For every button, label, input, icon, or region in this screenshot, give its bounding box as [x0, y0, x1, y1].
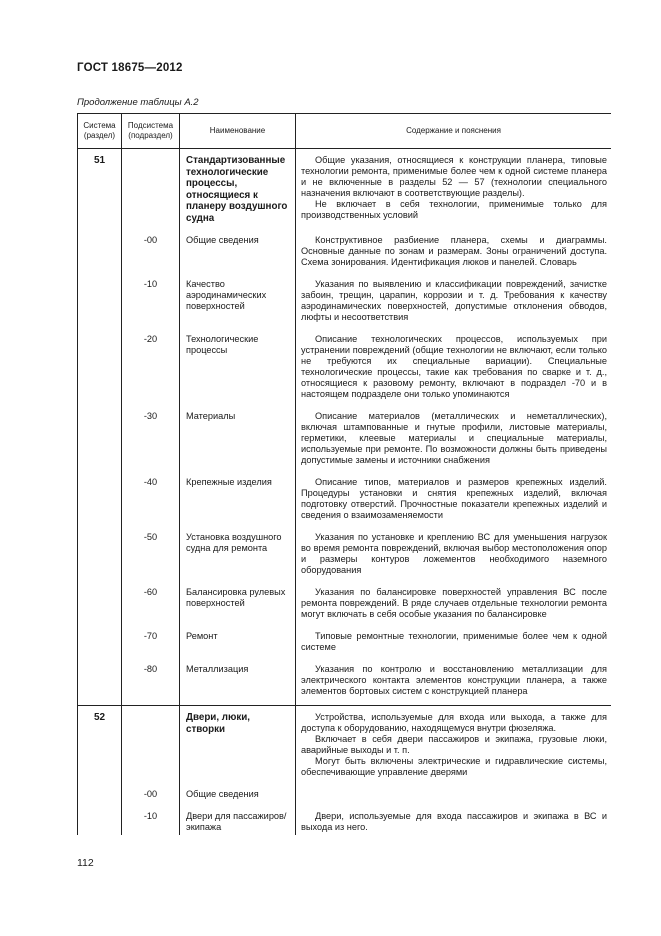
- content-paragraph: Включает в себя двери пассажиров и экипажа, грузовые люки, аварийные выходы и т. п.: [301, 734, 607, 755]
- name-cell: Двери для пассажиров/экипажа: [180, 808, 296, 835]
- table-row: [78, 786, 612, 808]
- content-cell: [296, 232, 612, 276]
- table-row: [78, 408, 612, 474]
- name-cell: Установка воздушного судна для ремонта: [180, 529, 296, 584]
- system-cell: [78, 474, 122, 529]
- subsystem-cell: -10: [122, 808, 180, 835]
- content-paragraph: Описание технологических процессов, используемых при устранении повреждений (общие технологии не включают, если только не требуются их специальные вариации). Специальные технологические процессы, такие как требования по сварке и т. д., относящиеся к разовому ремонту, включают в подраздел -70 и в настоящем подразделе они только упоминаются: [301, 334, 607, 399]
- name-cell: Общие сведения: [180, 786, 296, 808]
- table-row: [78, 706, 612, 787]
- subsystem-cell: -20: [122, 331, 180, 408]
- subsystem-cell: -70: [122, 628, 180, 661]
- table-row: [78, 584, 612, 628]
- table-row: [78, 628, 612, 661]
- system-cell: [78, 331, 122, 408]
- content-paragraph: Указания по установке и креплению ВС для уменьшения нагрузок во время ремонта повреждений, включая выбор местоположения опор и размеры контуров ложементов необходимого наземного оборудования: [301, 532, 607, 575]
- content-cell: [296, 149, 612, 233]
- content-paragraph: Описание типов, материалов и размеров крепежных изделий. Процедуры установки и снятия крепежных изделий, включая подготовку отверстий. Прочностные показатели крепежных изделий и сведения о взаимозаменяемости: [301, 477, 607, 520]
- content-cell: [296, 808, 612, 835]
- system-cell: [78, 661, 122, 706]
- content-paragraph: Указания по контролю и восстановлению металлизации для электрического контакта элементов конструкции планера, а также элементов бортовых систем с конструкцией планера: [301, 664, 607, 696]
- subsystem-cell: [122, 149, 180, 233]
- name-cell: Двери, люки, створки: [180, 706, 296, 787]
- name-cell: Металлизация: [180, 661, 296, 706]
- table-row: [78, 529, 612, 584]
- content-paragraph: Устройства, используемые для входа или выхода, а также для доступа к оборудованию, находящемуся внутри фюзеляжа.: [301, 712, 607, 733]
- name-cell: Балансировка рулевых поверхностей: [180, 584, 296, 628]
- subsystem-cell: -40: [122, 474, 180, 529]
- content-cell: [296, 786, 612, 808]
- system-cell: [78, 529, 122, 584]
- content-cell: [296, 474, 612, 529]
- system-cell: 51: [78, 149, 122, 233]
- table-row: [78, 331, 612, 408]
- content-cell: [296, 584, 612, 628]
- subsystem-cell: -10: [122, 276, 180, 331]
- content-paragraph: Указания по балансировке поверхностей управления ВС после ремонта повреждений. В ряде случаев отдельные технологии ремонта могут включать в себя особые указания по балансировке: [301, 587, 607, 619]
- column-header-system: Система (раздел): [78, 114, 122, 149]
- content-cell: [296, 706, 612, 787]
- table-container: [77, 113, 611, 835]
- subsystem-cell: -00: [122, 786, 180, 808]
- content-cell: [296, 529, 612, 584]
- table-row: [78, 232, 612, 276]
- content-cell: [296, 408, 612, 474]
- subsystem-cell: -60: [122, 584, 180, 628]
- content-paragraph: Типовые ремонтные технологии, применимые более чем к одной системе: [301, 631, 607, 652]
- document-header: ГОСТ 18675—2012: [77, 62, 183, 74]
- table-row: [78, 474, 612, 529]
- table-row: [78, 276, 612, 331]
- system-cell: [78, 232, 122, 276]
- content-paragraph: Указания по выявлению и классификации повреждений, зачистке забоин, трещин, царапин, коррозии и т. д. Требования к качеству аэродинамических поверхностей, допустимые отклонения обводов, люфты и несоответствия: [301, 279, 607, 322]
- content-paragraph: Двери, используемые для входа пассажиров и экипажа в ВС и выхода из него.: [301, 811, 607, 832]
- table-body: [78, 149, 612, 836]
- column-header-content: Содержание и пояснения: [296, 114, 612, 149]
- system-cell: [78, 808, 122, 835]
- system-cell: [78, 584, 122, 628]
- name-cell: Ремонт: [180, 628, 296, 661]
- content-paragraph: Общие указания, относящиеся к конструкции планера, типовые технологии ремонта, применимые более чем к одной системе планера и не включенные в разделы 52 — 57 (технологии специального назначения включают в соответствующие разделы).: [301, 155, 607, 198]
- subsystem-cell: -30: [122, 408, 180, 474]
- table-row: [78, 661, 612, 706]
- subsystem-cell: [122, 706, 180, 787]
- content-cell: [296, 661, 612, 706]
- subsystem-cell: -80: [122, 661, 180, 706]
- content-paragraph: Конструктивное разбиение планера, схемы и диаграммы. Основные данные по зонам и размерам. Зоны ограничений доступа. Схема зонирования. Идентификация люков и панелей. Словарь: [301, 235, 607, 267]
- table-row: [78, 149, 612, 233]
- system-cell: [78, 628, 122, 661]
- name-cell: Технологические процессы: [180, 331, 296, 408]
- content-cell: [296, 331, 612, 408]
- table-header-row: [78, 114, 612, 149]
- system-cell: [78, 276, 122, 331]
- name-cell: Качество аэродинамических поверхностей: [180, 276, 296, 331]
- column-header-subsystem: Подсистема (подраздел): [122, 114, 180, 149]
- content-paragraph: Не включает в себя технологии, применимые только для производственных условий: [301, 199, 607, 220]
- content-paragraph: Описание материалов (металлических и неметаллических), включая штампованные и гнутые профили, листовые материалы, герметики, клеевые материалы и специальные материалы, используемые при ремонте. По возможности должны быть приведены допустимые замены и источники снабжения: [301, 411, 607, 465]
- content-cell: [296, 276, 612, 331]
- content-paragraph: Могут быть включены электрические и гидравлические системы, обеспечивающие управление дверями: [301, 756, 607, 777]
- classification-table: [77, 113, 611, 835]
- subsystem-cell: -50: [122, 529, 180, 584]
- content-cell: [296, 628, 612, 661]
- page-number: 112: [77, 857, 94, 869]
- system-cell: 52: [78, 706, 122, 787]
- name-cell: Стандартизованные технологические процессы, относящиеся к планеру воздушного судна: [180, 149, 296, 233]
- table-row: [78, 808, 612, 835]
- column-header-name: Наименование: [180, 114, 296, 149]
- name-cell: Общие сведения: [180, 232, 296, 276]
- name-cell: Материалы: [180, 408, 296, 474]
- name-cell: Крепежные изделия: [180, 474, 296, 529]
- subsystem-cell: -00: [122, 232, 180, 276]
- table-caption: Продолжение таблицы А.2: [77, 97, 199, 108]
- system-cell: [78, 786, 122, 808]
- system-cell: [78, 408, 122, 474]
